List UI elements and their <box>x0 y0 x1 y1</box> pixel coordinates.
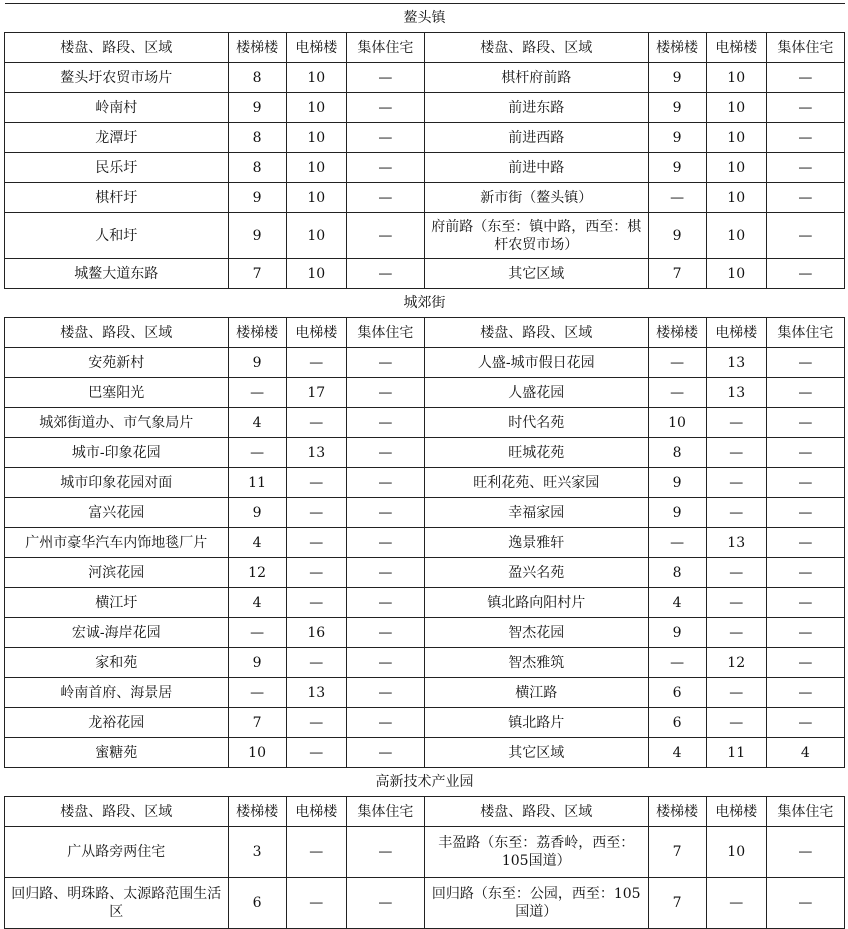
cell-name: 前进中路 <box>424 153 648 183</box>
cell-stair: 9 <box>648 153 706 183</box>
cell-stair: 4 <box>228 588 286 618</box>
cell-name: 回归路、明珠路、太源路范围生活区 <box>5 878 229 929</box>
table-row <box>5 183 845 213</box>
cell-collective: — <box>766 498 844 528</box>
cell-collective: — <box>766 588 844 618</box>
cell-stair: 9 <box>228 498 286 528</box>
column-header-name: 楼盘、路段、区域 <box>424 318 648 348</box>
cell-name: 前进西路 <box>424 123 648 153</box>
cell-name: 安苑新村 <box>5 348 229 378</box>
cell-elevator: 10 <box>286 153 346 183</box>
cell-collective: — <box>346 213 424 259</box>
cell-elevator: 13 <box>286 678 346 708</box>
column-header-name: 楼盘、路段、区域 <box>424 797 648 827</box>
cell-collective: — <box>346 738 424 768</box>
cell-stair: 9 <box>648 213 706 259</box>
column-header-name: 楼盘、路段、区域 <box>424 33 648 63</box>
cell-name: 其它区域 <box>424 738 648 768</box>
cell-name: 丰盈路（东至：荔香岭，西至：105国道） <box>424 827 648 878</box>
cell-name: 盈兴名苑 <box>424 558 648 588</box>
cell-collective: — <box>766 438 844 468</box>
cell-name: 广州市豪华汽车内饰地毯厂片 <box>5 528 229 558</box>
cell-collective: — <box>346 498 424 528</box>
cell-elevator: 10 <box>286 93 346 123</box>
column-header-name: 楼盘、路段、区域 <box>5 33 229 63</box>
cell-collective: — <box>766 123 844 153</box>
cell-collective: — <box>766 827 844 878</box>
column-header-collective: 集体住宅 <box>346 318 424 348</box>
cell-stair: 7 <box>648 259 706 289</box>
cell-elevator: 12 <box>706 648 766 678</box>
cell-name: 镇北路片 <box>424 708 648 738</box>
column-header-name: 楼盘、路段、区域 <box>5 318 229 348</box>
column-header-collective: 集体住宅 <box>346 33 424 63</box>
cell-collective: — <box>346 528 424 558</box>
column-header-name: 楼盘、路段、区域 <box>5 797 229 827</box>
cell-stair: 9 <box>228 213 286 259</box>
cell-elevator: 10 <box>286 259 346 289</box>
cell-elevator: 10 <box>706 827 766 878</box>
cell-name: 人盛花园 <box>424 378 648 408</box>
table-row <box>5 259 845 289</box>
cell-elevator: 11 <box>706 738 766 768</box>
column-header-row <box>5 797 845 827</box>
cell-collective: — <box>346 468 424 498</box>
cell-elevator: 10 <box>706 213 766 259</box>
column-header-elevator: 电梯楼 <box>286 797 346 827</box>
cell-name: 岭南村 <box>5 93 229 123</box>
table-row <box>5 153 845 183</box>
cell-name: 富兴花园 <box>5 498 229 528</box>
cell-collective: — <box>346 123 424 153</box>
cell-name: 蜜糖苑 <box>5 738 229 768</box>
cell-stair: 8 <box>648 438 706 468</box>
cell-elevator: — <box>706 438 766 468</box>
cell-stair: — <box>648 378 706 408</box>
cell-elevator: 16 <box>286 618 346 648</box>
table-row <box>5 558 845 588</box>
cell-elevator: — <box>706 588 766 618</box>
cell-elevator: 13 <box>286 438 346 468</box>
table-row <box>5 378 845 408</box>
cell-collective: — <box>766 63 844 93</box>
table-row <box>5 678 845 708</box>
cell-stair: — <box>228 378 286 408</box>
column-header-row <box>5 33 845 63</box>
cell-collective: — <box>346 708 424 738</box>
cell-collective: — <box>346 153 424 183</box>
cell-name: 广从路旁两住宅 <box>5 827 229 878</box>
table-row <box>5 123 845 153</box>
cell-stair: — <box>228 438 286 468</box>
cell-stair: 8 <box>228 63 286 93</box>
cell-stair: 10 <box>228 738 286 768</box>
cell-name: 其它区域 <box>424 259 648 289</box>
cell-elevator: — <box>286 498 346 528</box>
column-header-collective: 集体住宅 <box>766 33 844 63</box>
cell-name: 河滨花园 <box>5 558 229 588</box>
table-row <box>5 498 845 528</box>
cell-stair: 8 <box>228 123 286 153</box>
cell-collective: — <box>346 678 424 708</box>
cell-elevator: — <box>286 348 346 378</box>
cell-collective: — <box>766 618 844 648</box>
cell-elevator: 13 <box>706 528 766 558</box>
section-title-row <box>5 768 845 797</box>
cell-elevator: 10 <box>706 123 766 153</box>
cell-elevator: — <box>706 468 766 498</box>
cell-elevator: 10 <box>286 213 346 259</box>
cell-name: 府前路（东至：镇中路，西至：棋杆农贸市场） <box>424 213 648 259</box>
cell-name: 棋杆圩 <box>5 183 229 213</box>
table-row <box>5 738 845 768</box>
cell-stair: 4 <box>648 588 706 618</box>
cell-name: 岭南首府、海景居 <box>5 678 229 708</box>
column-header-stair: 楼梯楼 <box>648 33 706 63</box>
cell-elevator: 10 <box>286 183 346 213</box>
cell-elevator: 10 <box>286 123 346 153</box>
cell-collective: — <box>766 378 844 408</box>
cell-collective: — <box>346 348 424 378</box>
cell-name: 宏诚-海岸花园 <box>5 618 229 648</box>
cell-stair: 12 <box>228 558 286 588</box>
cell-stair: 4 <box>648 738 706 768</box>
cell-stair: — <box>648 528 706 558</box>
table-row <box>5 408 845 438</box>
cell-collective: — <box>766 708 844 738</box>
cell-elevator: — <box>286 878 346 929</box>
cell-collective: — <box>766 558 844 588</box>
cell-name: 智杰雅筑 <box>424 648 648 678</box>
housing-price-table <box>4 3 845 929</box>
cell-stair: 9 <box>228 93 286 123</box>
cell-stair: 9 <box>648 468 706 498</box>
cell-elevator: 10 <box>706 183 766 213</box>
cell-stair: 9 <box>648 123 706 153</box>
cell-elevator: 10 <box>706 93 766 123</box>
cell-name: 旺利花苑、旺兴家园 <box>424 468 648 498</box>
cell-elevator: — <box>286 648 346 678</box>
cell-name: 旺城花苑 <box>424 438 648 468</box>
cell-stair: 9 <box>648 63 706 93</box>
cell-name: 家和苑 <box>5 648 229 678</box>
cell-name: 人和圩 <box>5 213 229 259</box>
column-header-elevator: 电梯楼 <box>706 797 766 827</box>
cell-elevator: 13 <box>706 378 766 408</box>
cell-stair: — <box>228 618 286 648</box>
cell-elevator: — <box>286 827 346 878</box>
cell-collective: — <box>766 678 844 708</box>
cell-elevator: — <box>706 408 766 438</box>
cell-collective: — <box>346 878 424 929</box>
column-header-elevator: 电梯楼 <box>706 33 766 63</box>
cell-name: 龙裕花园 <box>5 708 229 738</box>
table-row <box>5 438 845 468</box>
cell-elevator: 10 <box>706 259 766 289</box>
table-row <box>5 878 845 929</box>
cell-collective: — <box>766 648 844 678</box>
table-row <box>5 648 845 678</box>
cell-name: 横江路 <box>424 678 648 708</box>
cell-name: 城市印象花园对面 <box>5 468 229 498</box>
cell-elevator: — <box>286 708 346 738</box>
cell-collective: — <box>766 348 844 378</box>
cell-collective: — <box>766 259 844 289</box>
cell-collective: — <box>766 93 844 123</box>
cell-collective: — <box>346 438 424 468</box>
table-row <box>5 827 845 878</box>
cell-elevator: — <box>286 588 346 618</box>
cell-collective: — <box>766 468 844 498</box>
cell-name: 城郊街道办、市气象局片 <box>5 408 229 438</box>
table-row <box>5 213 845 259</box>
cell-stair: 3 <box>228 827 286 878</box>
column-header-row <box>5 318 845 348</box>
cell-collective: — <box>346 618 424 648</box>
cell-collective: — <box>766 213 844 259</box>
cell-name: 回归路（东至：公园，西至：105国道） <box>424 878 648 929</box>
cell-stair: 11 <box>228 468 286 498</box>
cell-name: 前进东路 <box>424 93 648 123</box>
cell-stair: 7 <box>648 878 706 929</box>
cell-stair: 6 <box>228 878 286 929</box>
section-title: 鳌头镇 <box>5 4 845 33</box>
table-row <box>5 348 845 378</box>
cell-stair: — <box>648 348 706 378</box>
cell-collective: — <box>346 588 424 618</box>
cell-collective: — <box>346 259 424 289</box>
cell-name: 城鳌大道东路 <box>5 259 229 289</box>
table-row <box>5 528 845 558</box>
cell-name: 镇北路向阳村片 <box>424 588 648 618</box>
cell-stair: 8 <box>648 558 706 588</box>
column-header-collective: 集体住宅 <box>766 797 844 827</box>
column-header-stair: 楼梯楼 <box>648 318 706 348</box>
cell-stair: 9 <box>228 348 286 378</box>
cell-collective: — <box>346 827 424 878</box>
cell-elevator: — <box>286 468 346 498</box>
table-row <box>5 468 845 498</box>
cell-elevator: — <box>706 498 766 528</box>
cell-name: 鳌头圩农贸市场片 <box>5 63 229 93</box>
cell-name: 棋杆府前路 <box>424 63 648 93</box>
table-row <box>5 588 845 618</box>
column-header-stair: 楼梯楼 <box>648 797 706 827</box>
cell-collective: 4 <box>766 738 844 768</box>
cell-collective: — <box>766 183 844 213</box>
table-row <box>5 63 845 93</box>
cell-collective: — <box>766 528 844 558</box>
cell-collective: — <box>346 183 424 213</box>
cell-name: 横江圩 <box>5 588 229 618</box>
column-header-stair: 楼梯楼 <box>228 318 286 348</box>
cell-name: 幸福家园 <box>424 498 648 528</box>
column-header-collective: 集体住宅 <box>766 318 844 348</box>
cell-stair: 9 <box>648 618 706 648</box>
column-header-stair: 楼梯楼 <box>228 797 286 827</box>
cell-name: 人盛-城市假日花园 <box>424 348 648 378</box>
cell-elevator: 10 <box>706 153 766 183</box>
cell-elevator: — <box>286 738 346 768</box>
cell-stair: 10 <box>648 408 706 438</box>
cell-name: 龙潭圩 <box>5 123 229 153</box>
column-header-elevator: 电梯楼 <box>286 33 346 63</box>
section-title: 城郊街 <box>5 289 845 318</box>
cell-stair: 8 <box>228 153 286 183</box>
cell-name: 城市-印象花园 <box>5 438 229 468</box>
cell-name: 民乐圩 <box>5 153 229 183</box>
cell-stair: 6 <box>648 678 706 708</box>
section-title-row <box>5 289 845 318</box>
table-row <box>5 93 845 123</box>
column-header-collective: 集体住宅 <box>346 797 424 827</box>
cell-collective: — <box>346 408 424 438</box>
cell-collective: — <box>346 63 424 93</box>
cell-stair: 7 <box>228 708 286 738</box>
section-title: 高新技术产业园 <box>5 768 845 797</box>
cell-elevator: 17 <box>286 378 346 408</box>
cell-elevator: 13 <box>706 348 766 378</box>
cell-stair: 4 <box>228 408 286 438</box>
cell-collective: — <box>346 648 424 678</box>
cell-name: 新市街（鳌头镇） <box>424 183 648 213</box>
cell-elevator: — <box>706 558 766 588</box>
cell-elevator: — <box>706 708 766 738</box>
column-header-elevator: 电梯楼 <box>286 318 346 348</box>
cell-stair: 6 <box>648 708 706 738</box>
cell-elevator: 10 <box>706 63 766 93</box>
cell-elevator: 10 <box>286 63 346 93</box>
cell-stair: 4 <box>228 528 286 558</box>
cell-name: 巴塞阳光 <box>5 378 229 408</box>
cell-collective: — <box>766 408 844 438</box>
cell-collective: — <box>346 558 424 588</box>
cell-name: 时代名苑 <box>424 408 648 438</box>
cell-collective: — <box>766 153 844 183</box>
column-header-elevator: 电梯楼 <box>706 318 766 348</box>
cell-stair: 7 <box>648 827 706 878</box>
cell-elevator: — <box>286 558 346 588</box>
cell-stair: 9 <box>228 648 286 678</box>
cell-elevator: — <box>706 878 766 929</box>
column-header-stair: 楼梯楼 <box>228 33 286 63</box>
cell-collective: — <box>346 93 424 123</box>
section-title-row <box>5 4 845 33</box>
cell-stair: 7 <box>228 259 286 289</box>
cell-stair: — <box>228 678 286 708</box>
cell-elevator: — <box>706 678 766 708</box>
cell-collective: — <box>346 378 424 408</box>
table-row <box>5 618 845 648</box>
cell-stair: 9 <box>648 498 706 528</box>
cell-elevator: — <box>286 528 346 558</box>
table-body <box>5 4 845 929</box>
cell-stair: — <box>648 648 706 678</box>
cell-elevator: — <box>286 408 346 438</box>
cell-stair: 9 <box>648 93 706 123</box>
cell-name: 逸景雅轩 <box>424 528 648 558</box>
cell-stair: 9 <box>228 183 286 213</box>
cell-name: 智杰花园 <box>424 618 648 648</box>
cell-collective: — <box>766 878 844 929</box>
table-row <box>5 708 845 738</box>
cell-stair: — <box>648 183 706 213</box>
cell-elevator: — <box>706 618 766 648</box>
